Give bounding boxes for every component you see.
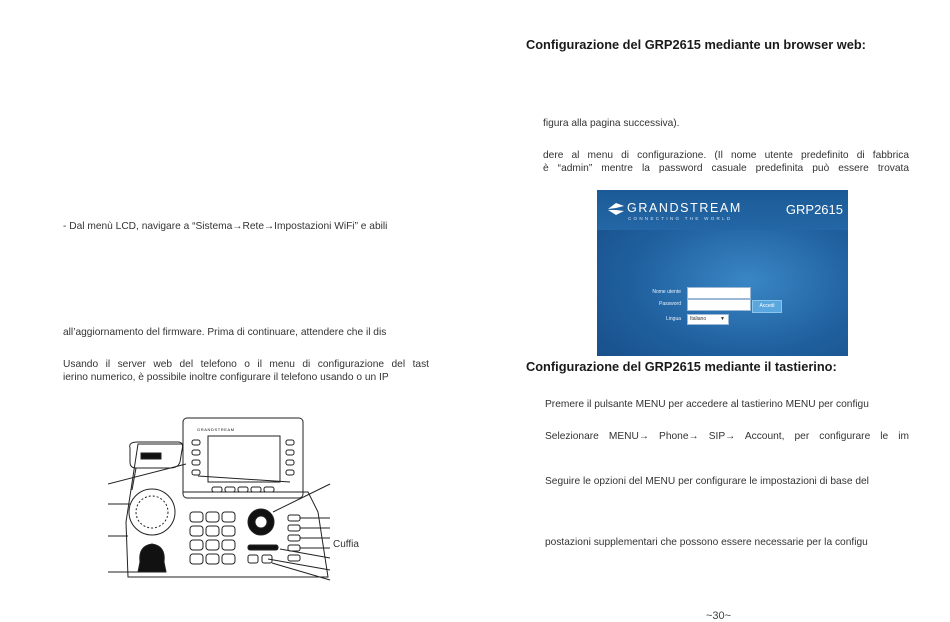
login-model: GRP2615: [785, 202, 843, 217]
page-number: ~30~: [706, 610, 732, 622]
chevron-down-icon: ▼: [720, 316, 725, 322]
phone-diagram: [108, 412, 353, 592]
password-field[interactable]: [687, 299, 751, 311]
language-select[interactable]: [687, 314, 729, 325]
login-brand: GRANDSTREAM: [627, 201, 742, 215]
username-field[interactable]: [687, 287, 751, 299]
keypad-line-2: Selezionare MENU→ Phone→ SIP→ Account, per configurare le im: [545, 431, 909, 442]
heading-keypad-config: Configurazione del GRP2615 mediante il tastierino:: [526, 359, 837, 374]
paragraph-line-2: ierino numerico, è possibile inoltre configurare il telefono usando o un IP: [63, 372, 389, 383]
language-value: Italiano: [690, 316, 707, 322]
keypad-line-3: Seguire le opzioni del MENU per configurare le impostazioni di base del: [545, 476, 869, 487]
password-label: Password: [659, 301, 681, 307]
heading-web-config: Configurazione del GRP2615 mediante un browser web:: [526, 37, 866, 52]
web-line-1: figura alla pagina successiva).: [543, 118, 680, 129]
grandstream-logo-icon: [607, 202, 625, 216]
keypad-line-1: Premere il pulsante MENU per accedere al tastierino MENU per configu: [545, 399, 869, 410]
web-line-3: è “admin” mentre la password casuale predefinita può essere trovata: [543, 163, 909, 174]
web-line-2: dere al menu di configurazione. (Il nome utente predefinito di fabbrica: [543, 150, 909, 161]
headset-label: Cuffia: [333, 539, 359, 550]
login-tagline: CONNECTING THE WORLD: [628, 216, 733, 221]
username-label: Nome utente: [652, 289, 681, 295]
language-label: Lingua: [665, 316, 681, 322]
paragraph-line-1: Usando il server web del telefono o il menu di configurazione del tast: [63, 359, 429, 370]
keypad-line-4: postazioni supplementari che possono essere necessarie per la configu: [545, 537, 868, 548]
login-button[interactable]: Accedi: [752, 300, 782, 313]
phone-brand-label: GRANDSTREAM: [197, 427, 235, 432]
wifi-instruction: - Dal menù LCD, navigare a “Sistema→Rete→Impostazioni WiFi” e abili: [63, 221, 388, 232]
firmware-instruction: all’aggiornamento del firmware. Prima di continuare, attendere che il dis: [63, 327, 387, 338]
web-login-screenshot: [597, 190, 848, 356]
